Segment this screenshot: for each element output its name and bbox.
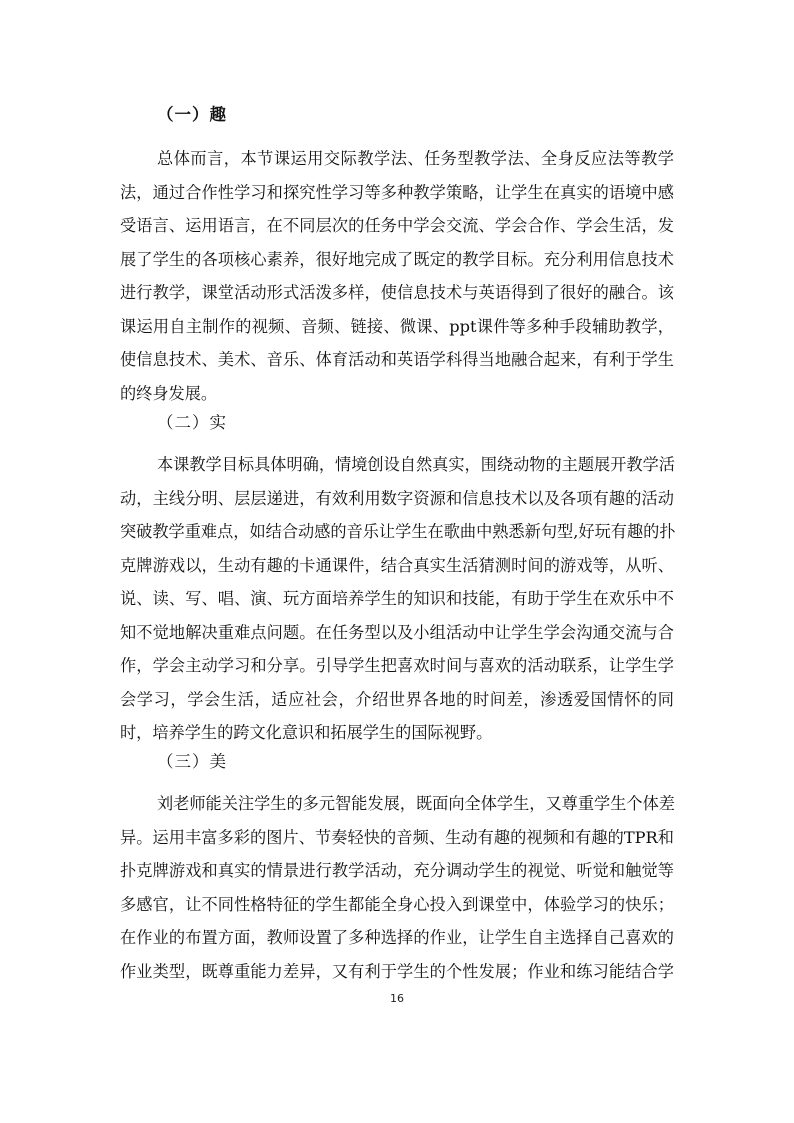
- paragraph-line: 知不觉地解决重难点问题。在任务型以及小组活动中让学生学会沟通交流与合: [120, 622, 674, 642]
- paragraph-line: 时，培养学生的跨文化意识和拓展学生的国际视野。: [120, 723, 493, 742]
- section-1-paragraph: [120, 142, 674, 410]
- paragraph-line: 进行教学，课堂活动形式活泼多样，使信息技术与英语得到了很好的融合。该: [120, 283, 674, 302]
- paragraph-line: 作，学会主动学习和分享。引导学生把喜欢时间与喜欢的活动联系，让学生学: [120, 656, 674, 675]
- section-heading-2: （二）实: [157, 413, 227, 432]
- section-3-paragraph: [120, 787, 674, 988]
- paragraph-line: 异。运用丰富多彩的图片、节奏轻快的音频、生动有趣的视频和有趣的TPR和: [120, 827, 674, 847]
- paragraph-line: 总体而言，本节课运用交际教学法、任务型教学法、全身反应法等教学: [157, 149, 674, 168]
- section-heading-1: （一）趣: [157, 105, 227, 124]
- page-number: 16: [390, 992, 404, 1005]
- paragraph-line: 受语言、运用语言，在不同层次的任务中学会交流、学会合作、学会生活，发: [120, 216, 674, 235]
- paragraph-line: 在作业的布置方面，教师设置了多种选择的作业，让学生自主选择自己喜欢的: [120, 928, 674, 947]
- paragraph-line: 作业类型，既尊重能力差异，又有利于学生的个性发展；作业和练习能结合学: [120, 961, 674, 981]
- paragraph-line: 突破教学重难点，如结合动感的音乐让学生在歌曲中熟悉新句型,好玩有趣的扑: [120, 522, 676, 541]
- paragraph-line: 展了学生的各项核心素养，很好地完成了既定的教学目标。充分利用信息技术: [120, 249, 674, 269]
- paragraph-line: 会学习，学会生活，适应社会，介绍世界各地的时间差，渗透爱国情怀的同: [120, 689, 674, 709]
- paragraph-line: 课运用自主制作的视频、音频、链接、微课、ppt课件等多种手段辅助教学，: [120, 316, 674, 336]
- paragraph-line: 扑克牌游戏和真实的情景进行教学活动，充分调动学生的视觉、听觉和触觉等: [120, 861, 674, 880]
- paragraph-line: 克牌游戏以，生动有趣的卡通课件，结合真实生活猜测时间的游戏等，从听、: [120, 555, 674, 575]
- paragraph-line: 使信息技术、美术、音乐、体育活动和英语学科得当地融合起来，有利于学生: [120, 350, 674, 369]
- section-2-paragraph: [120, 448, 674, 750]
- paragraph-line: 动，主线分明、层层递进，有效利用数字资源和信息技术以及各项有趣的活动: [120, 488, 674, 508]
- paragraph-line: 的终身发展。: [120, 383, 218, 403]
- paragraph-line: 多感官，让不同性格特征的学生都能全身心投入到课堂中，体验学习的快乐；: [120, 894, 674, 914]
- paragraph-line: 本课教学目标具体明确，情境创设自然真实，围绕动物的主题展开教学活: [157, 455, 675, 474]
- paragraph-line: 刘老师能关注学生的多元智能发展，既面向全体学生，又尊重学生个体差: [157, 794, 675, 813]
- section-heading-3: （三）美: [157, 752, 227, 771]
- paragraph-line: 法，通过合作性学习和探究性学习等多种教学策略，让学生在真实的语境中感: [120, 182, 674, 202]
- paragraph-line: 说、读、写、唱、演、玩方面培养学生的知识和技能，有助于学生在欢乐中不: [120, 589, 674, 608]
